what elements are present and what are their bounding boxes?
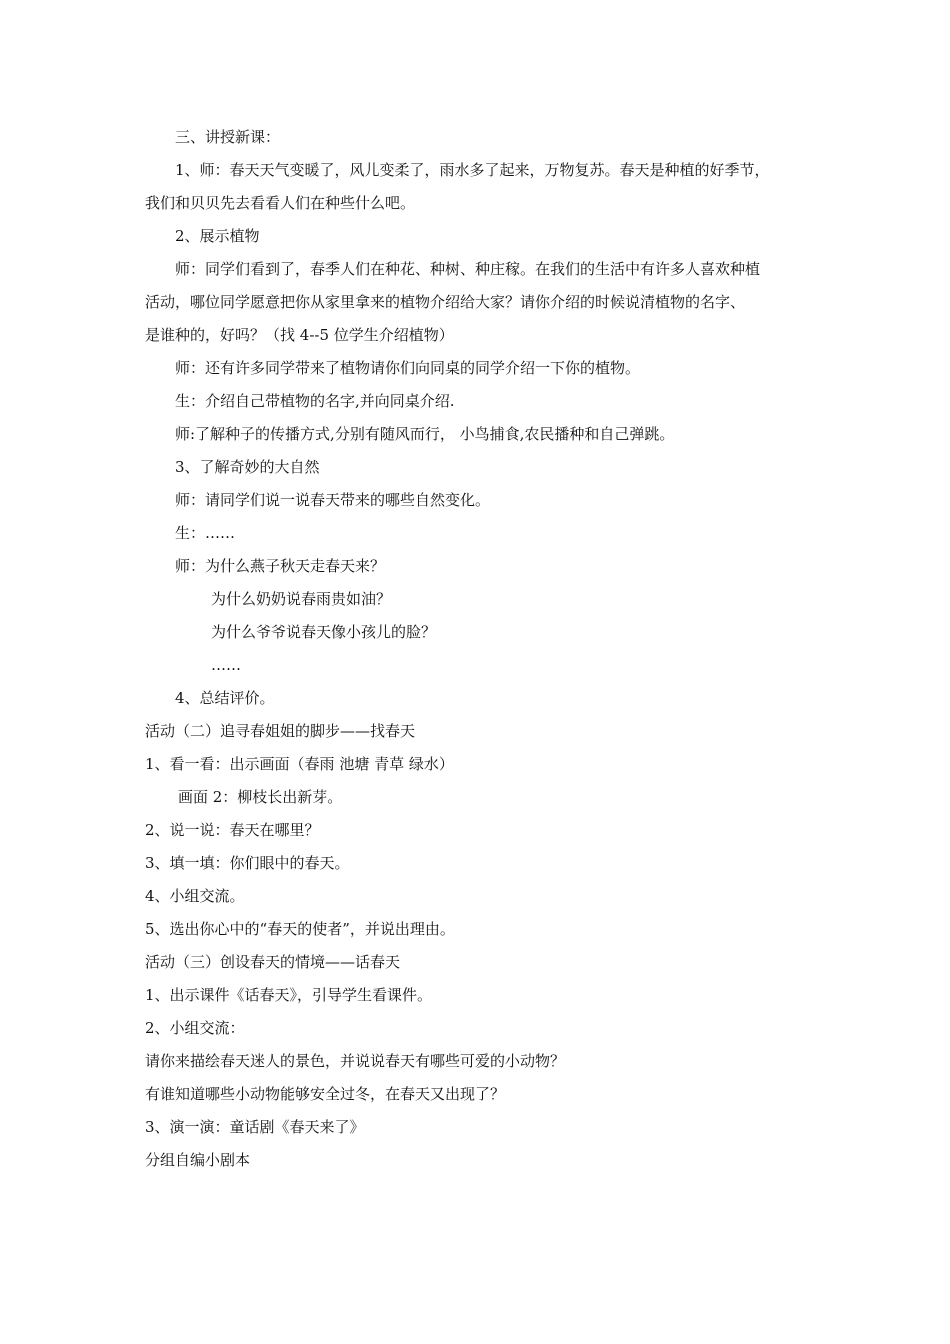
paragraph-line: 3、演一演：童话剧《春天来了》 xyxy=(145,1118,365,1136)
paragraph-line: …… xyxy=(211,656,241,674)
paragraph-line: 4、总结评价。 xyxy=(175,689,275,707)
paragraph-line: 分组自编小剧本 xyxy=(145,1151,251,1169)
paragraph-line: 2、小组交流： xyxy=(145,1019,245,1037)
paragraph-line: 1、看一看：出示画面（春雨 池塘 青草 绿水） xyxy=(145,755,454,773)
paragraph-line: 3、了解奇妙的大自然 xyxy=(175,458,320,476)
document-body xyxy=(145,121,810,1177)
paragraph-line: 我们和贝贝先去看看人们在种些什么吧。 xyxy=(145,194,416,212)
paragraph-line: 请你来描绘春天迷人的景色，并说说春天有哪些可爱的小动物？ xyxy=(145,1052,566,1070)
paragraph-line: 1、出示课件《话春天》，引导学生看课件。 xyxy=(145,986,433,1004)
section-heading: 三、讲授新课： xyxy=(175,128,281,146)
activity-heading: 活动（二）追寻春姐姐的脚步——找春天 xyxy=(145,722,416,740)
paragraph-line: 活动，哪位同学愿意把你从家里拿来的植物介绍给大家？请你介绍的时候说清植物的名字、 xyxy=(145,293,746,311)
paragraph-line: 生：介绍自己带植物的名字,并向同桌介绍. xyxy=(175,392,455,410)
paragraph-line: 4、小组交流。 xyxy=(145,887,245,905)
paragraph-line: 有谁知道哪些小动物能够安全过冬，在春天又出现了？ xyxy=(145,1085,506,1103)
paragraph-line: 是谁种的，好吗？（找 4--5 位学生介绍植物） xyxy=(145,326,454,344)
paragraph-line: 3、填一填：你们眼中的春天。 xyxy=(145,854,350,872)
paragraph-line: 师:了解种子的传播方式,分别有随风而行， 小鸟捕食,农民播种和自己弹跳。 xyxy=(175,425,675,443)
paragraph-line: 为什么爷爷说春天像小孩儿的脸？ xyxy=(211,623,437,641)
paragraph-line: 师：请同学们说一说春天带来的哪些自然变化。 xyxy=(175,491,491,509)
paragraph-line: 师：为什么燕子秋天走春天来？ xyxy=(175,557,386,575)
paragraph-line: 2、展示植物 xyxy=(175,227,260,245)
paragraph-line: 2、说一说：春天在哪里？ xyxy=(145,821,320,839)
activity-heading: 活动（三）创设春天的情境——话春天 xyxy=(145,953,401,971)
paragraph-line: 画面 2：柳枝长出新芽。 xyxy=(178,788,343,806)
paragraph-line: 生：…… xyxy=(175,524,236,542)
paragraph-line: 1、师：春天天气变暖了，风儿变柔了，雨水多了起来，万物复苏。春天是种植的好季节， xyxy=(175,161,770,179)
paragraph-line: 5、选出你心中的“春天的使者”，并说出理由。 xyxy=(145,920,455,938)
paragraph-line: 为什么奶奶说春雨贵如油？ xyxy=(211,590,392,608)
paragraph-line: 师：同学们看到了，春季人们在种花、种树、种庄稼。在我们的生活中有许多人喜欢种植 xyxy=(175,260,761,278)
paragraph-line: 师：还有许多同学带来了植物请你们向同桌的同学介绍一下你的植物。 xyxy=(175,359,641,377)
